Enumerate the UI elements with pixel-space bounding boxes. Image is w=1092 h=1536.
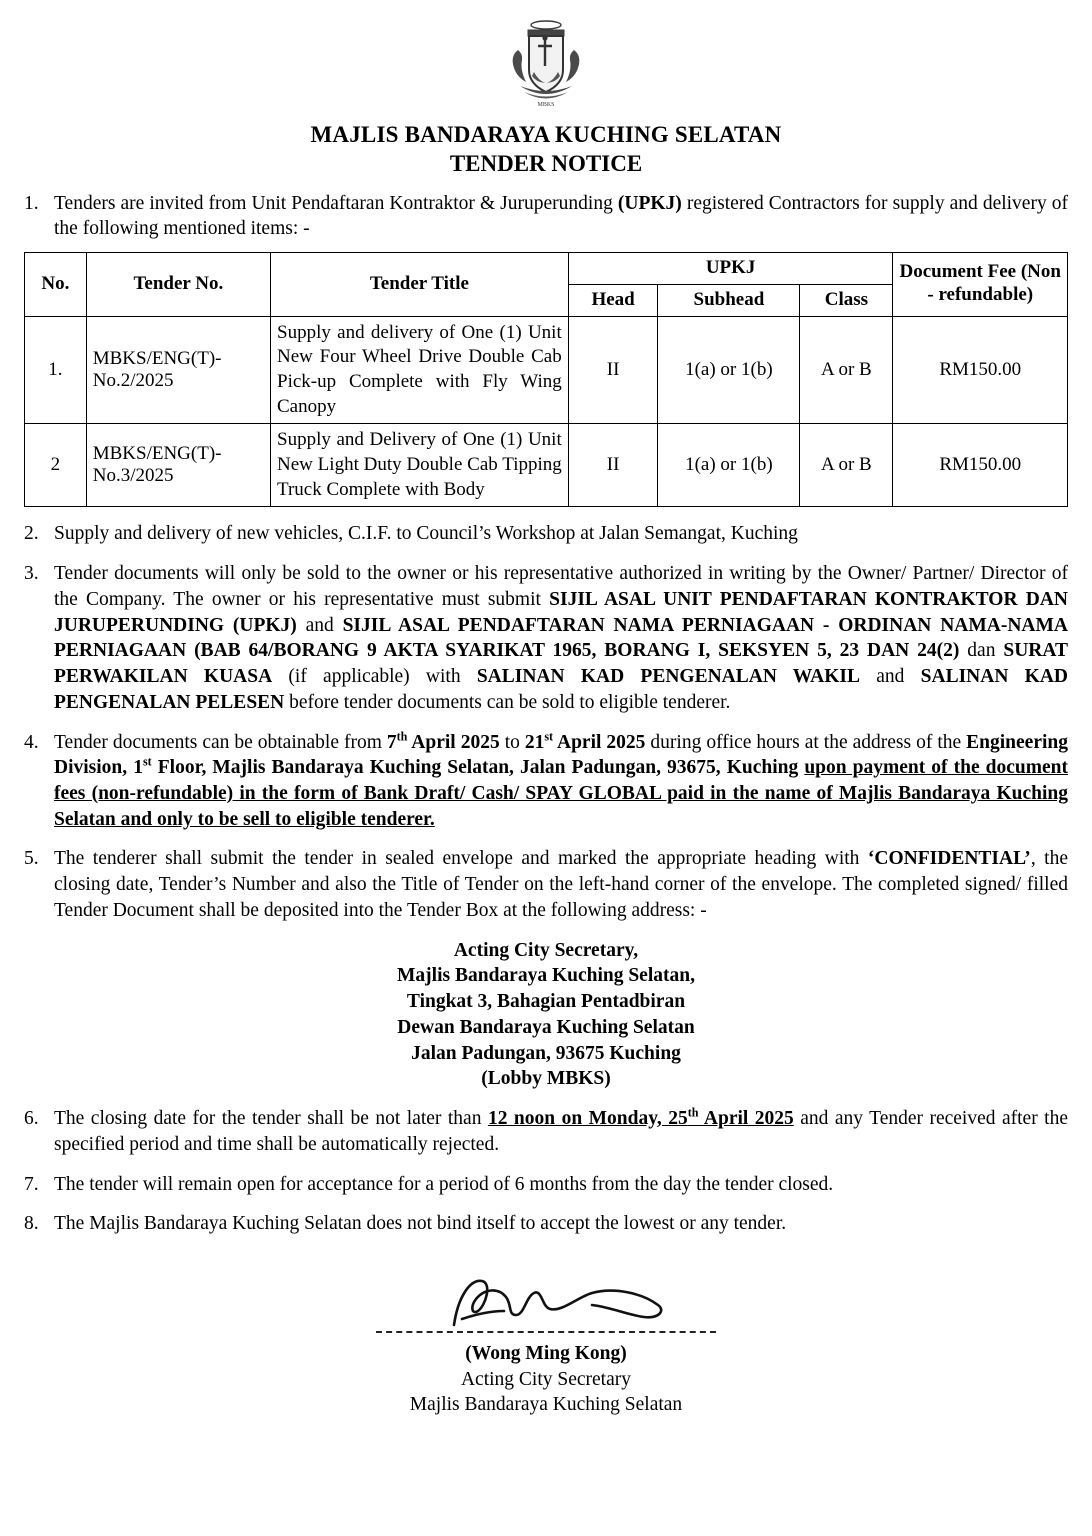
clause-2-number: 2.: [24, 523, 39, 545]
clause-1-text-c: registered Contractors for supply and delivery of the following mentioned items: -: [54, 192, 1068, 240]
clause-6-closing-datetime: [487, 1105, 794, 1130]
header-no: No.: [25, 252, 87, 316]
clause-3-p6: before tender documents can be sold to eligible tenderer.: [284, 691, 731, 713]
signature-line: [376, 1331, 716, 1333]
page-title: TENDER NOTICE: [449, 150, 643, 176]
header-head: Head: [568, 284, 658, 316]
address-line-5: Jalan Padungan, 93675 Kuching: [411, 1042, 681, 1064]
clause-4-addr-1: Engineering Division, 1: [54, 731, 1068, 779]
clause-3-p4: (if applicable) with: [272, 666, 477, 688]
clause-3-body: [54, 561, 1068, 715]
clause-3-p3: dan: [959, 640, 1004, 662]
clause-3-p2: and: [296, 614, 343, 636]
clause-4-addr-sup: st: [142, 754, 152, 769]
organization-title: MAJLIS BANDARAYA KUCHING SELATAN: [310, 122, 782, 147]
header-class: Class: [800, 284, 893, 316]
row-2-class: A or B: [800, 424, 893, 507]
row-1-no: 1.: [25, 316, 87, 424]
address-line-2: Majlis Bandaraya Kuching Selatan,: [397, 965, 695, 987]
address-line-6: (Lobby MBKS): [481, 1068, 611, 1090]
row-2-subhead: 1(a) or 1(b): [658, 424, 800, 507]
clause-4-body: [54, 730, 1068, 833]
row-1-subhead: 1(a) or 1(b): [658, 316, 800, 424]
clause-3-number: 3.: [24, 563, 39, 585]
handwritten-signature-icon: [366, 1267, 726, 1337]
coat-of-arms-icon: [498, 16, 594, 112]
row-2-no: 2: [25, 424, 87, 507]
clause-3-b4: SALINAN KAD PENGENALAN WAKIL: [476, 666, 860, 688]
clause-4-date-from-sup: th: [396, 729, 408, 744]
clause-5-p1: The tenderer shall submit the tender in sealed envelope and marked the appropriate heading with: [54, 848, 868, 870]
clause-6-body: [54, 1106, 1068, 1157]
clause-7-body: The tender will remain open for acceptance for a period of 6 months from the day the tender closed.: [54, 1173, 834, 1195]
row-1-fee: RM150.00: [893, 316, 1068, 424]
address-line-1: Acting City Secretary,: [453, 939, 639, 961]
svg-text:MBKS: MBKS: [537, 102, 555, 108]
row-1-tender-no: MBKS/ENG(T)-No.2/2025: [86, 316, 270, 424]
address-line-4: Dewan Bandaraya Kuching Selatan: [397, 1016, 695, 1038]
clause-2-body: Supply and delivery of new vehicles, C.I.F. to Council’s Workshop at Jalan Semangat, Kuching: [54, 523, 798, 545]
signature-block: [24, 1267, 1068, 1418]
signatory-details: [24, 1341, 1068, 1418]
clause-6: [24, 1106, 1068, 1157]
table-header-row: [25, 252, 1068, 284]
clause-4: [24, 730, 1068, 833]
signatory-role: Acting City Secretary: [460, 1368, 632, 1390]
clause-2: [24, 521, 1068, 547]
row-1-head: II: [568, 316, 658, 424]
address-line-3: Tingkat 3, Bahagian Pentadbiran: [406, 991, 686, 1013]
tender-box-address: [24, 938, 1068, 1092]
tender-table-head: [25, 252, 1068, 316]
clause-3-p5: and: [860, 666, 921, 688]
clause-6-u1: 12 noon on Monday, 25: [487, 1108, 688, 1130]
clause-5-p2: , the closing date, Tender’s Number and also the Title of Tender on the left-hand corner of the envelope. The completed signed/ filled Tender Document shall be deposited into the Tender Box at the following address: -: [54, 848, 1069, 921]
clause-7: [24, 1172, 1068, 1198]
clause-8-body: The Majlis Bandaraya Kuching Selatan does not bind itself to accept the lowest or any tender.: [54, 1213, 787, 1235]
clause-4-p2: during office hours at the address of the: [645, 731, 967, 753]
clause-4-date-to-num: 21: [524, 731, 545, 753]
clause-5-body: [54, 846, 1068, 923]
clause-1-body: [54, 191, 1068, 242]
tender-table-body: [25, 316, 1068, 507]
clause-3-b2: SIJIL ASAL PENDAFTARAN NAMA PERNIAGAAN - ORDINAN NAMA-NAMA PERNIAGAAN (BAB 64/BORANG 9 AKTA SYARIKAT 1965, BORANG I, SEKSYEN 5, 23 DAN 24(2): [54, 614, 1068, 662]
clause-5-number: 5.: [24, 848, 39, 870]
row-2-fee: RM150.00: [893, 424, 1068, 507]
clause-7-number: 7.: [24, 1173, 39, 1195]
clause-4-addr-2: Floor, Majlis Bandaraya Kuching Selatan, Jalan Padungan, 93675, Kuching: [151, 757, 805, 779]
header-subhead: Subhead: [658, 284, 800, 316]
crest-container: [24, 16, 1068, 117]
clause-4-date-from-num: 7: [386, 731, 397, 753]
row-1-title: Supply and delivery of One (1) Unit New Four Wheel Drive Double Cab Pick-up Complete with Fly Wing Canopy: [271, 316, 569, 424]
clause-4-underlined-note: upon payment of the document fees (non-refundable) in the form of Bank Draft/ Cash/ SPAY GLOBAL paid in the name of Majlis Bandaraya Kuching Selatan and only to be sell to eligible tenderer.: [54, 757, 1068, 830]
table-row: [25, 424, 1068, 507]
clause-3-b5: SALINAN KAD PENGENALAN PELESEN: [54, 666, 1068, 713]
clause-6-p2: and any Tender received after the specified period and time shall be automatically rejected.: [54, 1108, 1068, 1155]
clause-6-p1: The closing date for the tender shall be not later than: [54, 1108, 488, 1130]
header-upkj: UPKJ: [568, 252, 893, 284]
clause-4-mid: to: [499, 731, 525, 753]
header-tender-title: Tender Title: [271, 252, 569, 316]
clause-4-number: 4.: [24, 731, 39, 753]
clause-6-number: 6.: [24, 1108, 39, 1130]
signatory-org: Majlis Bandaraya Kuching Selatan: [409, 1394, 683, 1416]
clause-4-date-to: [524, 729, 646, 753]
signatory-name: (Wong Ming Kong): [465, 1343, 627, 1364]
clause-1-upkj: (UPKJ): [617, 192, 682, 214]
clause-4-p1: Tender documents can be obtainable from: [54, 731, 387, 753]
row-2-head: II: [568, 424, 658, 507]
clause-4-date-from: [386, 729, 500, 753]
header-tender-no: Tender No.: [86, 252, 270, 316]
clause-6-u1-rest: April 2025: [698, 1108, 794, 1130]
clause-4-date-to-rest: April 2025: [553, 731, 646, 753]
row-2-title: Supply and Delivery of One (1) Unit New Light Duty Double Cab Tipping Truck Complete with Body: [271, 424, 569, 507]
clause-1: [24, 191, 1068, 242]
clause-4-date-from-rest: April 2025: [407, 731, 500, 753]
table-row: [25, 316, 1068, 424]
clause-4-date-to-sup: st: [544, 729, 554, 744]
clause-8-number: 8.: [24, 1213, 39, 1235]
clause-1-text-a: Tenders are invited from Unit Pendaftaran Kontraktor & Juruperunding: [54, 192, 618, 214]
clause-3: [24, 561, 1068, 715]
tender-table: [24, 252, 1068, 507]
clause-3-b3: SURAT PERWAKILAN KUASA: [54, 640, 1069, 688]
clause-5-confidential: ‘CONFIDENTIAL’: [867, 848, 1031, 870]
clause-3-p1: Tender documents will only be sold to the owner or his representative authorized in writing by the Owner/ Partner/ Director of the Company. The owner or his representative must submit: [54, 563, 1068, 610]
header-document-fee: Document Fee (Non - refundable): [893, 252, 1068, 316]
clause-5: [24, 846, 1068, 923]
clause-3-b1: SIJIL ASAL UNIT PENDAFTARAN KONTRAKTOR DAN JURUPERUNDING (UPKJ): [54, 588, 1068, 636]
clause-6-u1-sup: th: [687, 1105, 699, 1120]
row-1-class: A or B: [800, 316, 893, 424]
clause-1-number: 1.: [24, 192, 39, 214]
row-2-tender-no: MBKS/ENG(T)-No.3/2025: [86, 424, 270, 507]
clause-8: [24, 1211, 1068, 1237]
